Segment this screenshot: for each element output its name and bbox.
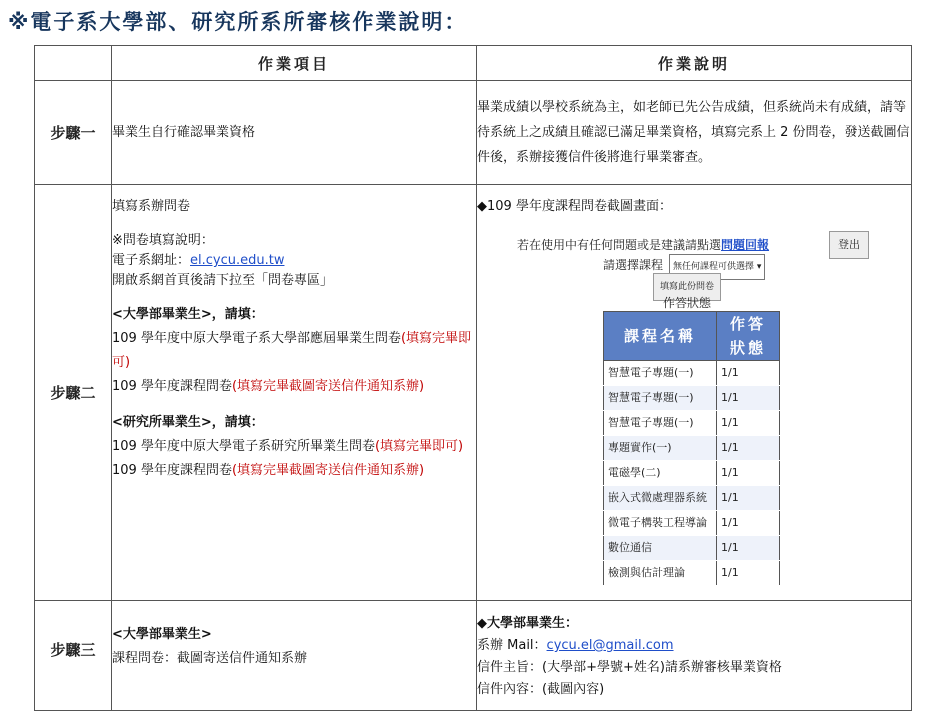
ug-q1-note: (填寫完畢即可) [112,331,472,370]
grad-title: <研究所畢業生>，請填： [112,415,264,430]
shot-table-row [604,486,780,511]
site-link[interactable]: el.cycu.edu.tw [190,253,285,268]
note-title: ※問卷填寫說明： [112,233,214,248]
mail-content: 信件內容：(截圖內容) [477,682,605,697]
fill-title: 填寫系辦問卷 [112,199,191,214]
shot-course-name: 電磁學(二) [604,461,717,486]
shot-course-status: 1/1 [717,511,780,536]
shot-course-status: 1/1 [717,386,780,411]
table-row-step3 [35,601,912,711]
shot-course-name: 檢測與估計理論 [604,561,717,586]
shot-course-name: 微電子構裝工程導論 [604,511,717,536]
shot-course-status: 1/1 [717,486,780,511]
ug-q2: 109 學年度課程問卷 [112,379,232,394]
shot-course-name: 智慧電子專題(一) [604,386,717,411]
shot-col-status: 作答狀態 [717,312,780,361]
grad-q2: 109 學年度課程問卷 [112,463,232,478]
shot-logout-button: 登出 [829,231,869,259]
shot-course-status: 1/1 [717,361,780,386]
grad-q2-note: (填寫完畢截圖寄送信件通知系辦) [231,463,425,478]
survey-screenshot [485,227,895,579]
shot-table-row [604,386,780,411]
mail-subject: 信件主旨：(大學部+學號+姓名)請系辦審核畢業資格 [477,660,782,675]
shot-status-title: 作答狀態 [663,296,712,310]
shot-notice: 若在使用中有任何問題或是建議請點選 [517,238,722,252]
ug-title: <大學部畢業生>，請填： [112,307,264,322]
step3-desc-title: ◆大學部畢業生： [477,616,578,631]
shot-course-name: 專題實作(一) [604,436,717,461]
step2-desc [477,185,912,601]
table-row-step1 [35,81,912,185]
step3-item-desc: 課程問卷：截圖寄送信件通知系辦 [112,651,308,666]
procedure-table [34,45,912,711]
shot-table-row [604,361,780,386]
ug-q1: 109 學年度中原大學電子系大學部應屆畢業生問卷 [112,331,401,346]
step3-item-title: <大學部畢業生> [112,627,212,642]
step3-label: 步驟三 [35,601,112,711]
table-header-row [35,46,912,81]
step1-desc: 畢業成績以學校系統為主，如老師已先公告成績，但系統尚未有成績，請等待系統上之成績且確認已滿足畢業資格，填寫完系上 2 份問卷，發送截圖信件後，系辦接獲信件後將進行畢業審查。 [477,81,912,185]
step2-item [112,185,477,601]
shot-status-table [603,311,780,586]
step1-label: 步驟一 [35,81,112,185]
table-row-step2 [35,185,912,601]
step3-desc [477,601,912,711]
shot-table-row [604,511,780,536]
step1-item: 畢業生自行確認畢業資格 [112,81,477,185]
shot-table-row [604,436,780,461]
shot-table-row [604,536,780,561]
grad-q1-note: (填寫完畢即可) [374,439,464,454]
shot-pick-label: 請選擇課程 [603,258,664,272]
shot-report-link: 問題回報 [721,238,770,252]
shot-course-status: 1/1 [717,461,780,486]
header-desc: 作業說明 [477,46,912,81]
shot-course-status: 1/1 [717,536,780,561]
shot-course-name: 嵌入式微處理器系統 [604,486,717,511]
mail-link[interactable]: cycu.el@gmail.com [546,638,674,653]
shot-course-name: 智慧電子專題(一) [604,411,717,436]
shot-course-name: 智慧電子專題(一) [604,361,717,386]
shot-course-status: 1/1 [717,411,780,436]
shot-table-row [604,461,780,486]
shot-fill-button: 填寫此份問卷 [653,273,721,301]
shot-col-course: 課程名稱 [604,312,717,361]
mail-label: 系辦 Mail： [477,638,547,653]
step3-item [112,601,477,711]
site-hint: 開啟系網首頁後請下拉至「問卷專區」 [112,273,334,288]
header-item: 作業項目 [112,46,477,81]
shot-course-select: 無任何課程可供選擇 ▾ [669,254,765,280]
site-label: 電子系網址： [112,253,191,268]
shot-course-name: 數位通信 [604,536,717,561]
shot-course-status: 1/1 [717,561,780,586]
ug-q2-note: (填寫完畢截圖寄送信件通知系辦) [231,379,425,394]
page-title: ※電子系大學部、研究所系所審核作業說明： [8,10,468,34]
step2-label: 步驟二 [35,185,112,601]
grad-q1: 109 學年度中原大學電子系研究所畢業生問卷 [112,439,375,454]
shot-course-status: 1/1 [717,436,780,461]
shot-table-row [604,561,780,586]
shot-caption: ◆109 學年度課程問卷截圖畫面： [477,199,672,214]
shot-table-row [604,411,780,436]
